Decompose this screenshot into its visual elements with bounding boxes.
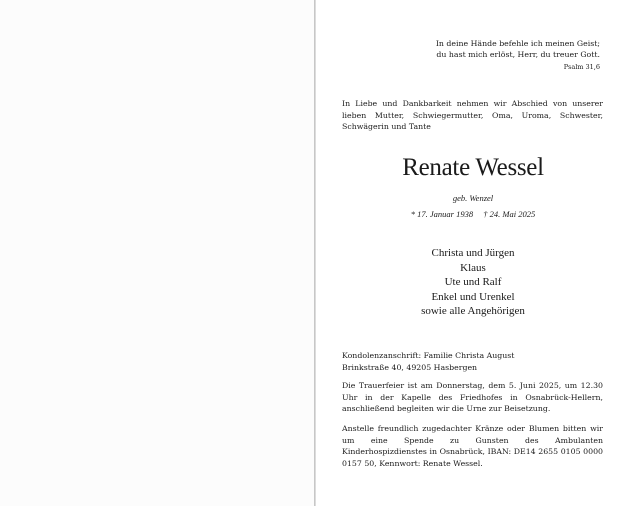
mourner: Klaus [460,261,486,274]
funeral-info: Die Trauerfeier ist am Donnerstag, dem 5. Juni 2025, um 12.30 Uhr in der Kapelle des Friedhofes in Osnabrück-Hellern, anschließend begleiten wir die Urne zur Beisetzung. [342,381,603,413]
life-dates [316,209,630,219]
left-blank-page [0,0,314,506]
verse-reference: Psalm 31,6 [563,63,600,71]
bible-verse [436,38,600,73]
death-date: † 24. Mai 2025 [483,209,536,219]
birth-date: * 17. Januar 1938 [410,209,474,219]
deceased-name: Renate Wessel [402,154,544,181]
condolence-line-2: Brinkstraße 40, 49205 Hasbergen [342,362,478,372]
mourners-list [316,246,630,319]
right-page [316,0,630,506]
mourner: Enkel und Urenkel [431,290,515,303]
mourner: sowie alle Angehörigen [421,305,525,317]
birth-name: geb. Wenzel [452,193,494,203]
donation-info: Anstelle freundlich zugedachter Kränze oder Blumen bitten wir um eine Spende zu Gunsten des Ambulanten Kinderhospizdienstes in Osnabrück, IBAN: DE14 2655 0105 0000 0157 50, Kennwort: Renate Wessel. [342,424,603,468]
condolence-address [342,350,603,373]
verse-line-1: In deine Hände befehle ich meinen Geist; [435,39,600,48]
mourner: Ute und Ralf [444,276,502,288]
condolence-line-1: Kondolenzanschrift: Familie Christa August [342,351,515,360]
intro-text: In Liebe und Dankbarkeit nehmen wir Abschied von unserer lieben Mutter, Schwiegermutter, Oma, Uroma, Schwester, Schwägerin und Tante [342,99,603,131]
mourner: Christa und Jürgen [431,247,515,259]
verse-line-2: du hast mich erlöst, Herr, du treuer Gott. [436,50,600,59]
